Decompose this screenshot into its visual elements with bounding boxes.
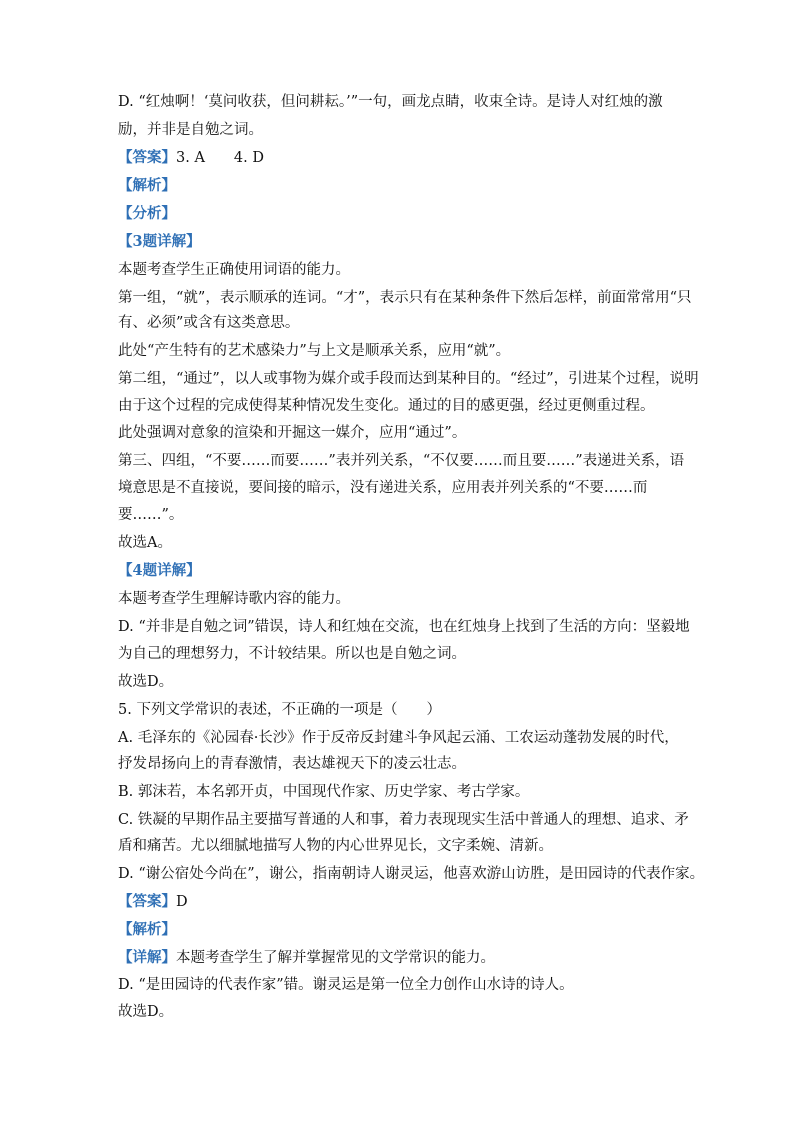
text-line: 为自己的理想努力，不计较结果。所以也是自勉之词。 — [118, 646, 466, 662]
analysis-heading: 【解析】 — [118, 921, 176, 938]
detail-tag: 【详解】 — [118, 949, 176, 966]
q4-detail-heading: 【4题详解】 — [118, 562, 201, 579]
analysis-heading: 【解析】 — [118, 177, 176, 194]
text-line: 要……”。 — [118, 507, 184, 523]
text-line: D. “是田园诗的代表作家”错。谢灵运是第一位全力创作山水诗的诗人。 — [118, 977, 574, 993]
answer-tag: 【答案】 — [118, 893, 176, 910]
detail-text: 本题考查学生了解并掌握常见的文学常识的能力。 — [176, 950, 495, 966]
text-line: 境意思是不直接说，要间接的暗示，没有递进关系，应用表并列关系的“不要……而 — [118, 480, 648, 496]
text-line: 励，并非是自勉之词。 — [118, 122, 263, 138]
text-line: D. “并非是自勉之词”错误，诗人和红烛在交流，也在红烛身上找到了生活的方向：坚毅地 — [118, 619, 690, 635]
answer-line — [118, 892, 188, 912]
question-5: 5. 下列文学常识的表述，不正确的一项是（ ） — [118, 702, 441, 718]
text-line: 此处强调对意象的渲染和开掘这一媒介，应用“通过”。 — [118, 425, 467, 441]
answer-text: 3. A 4. D — [176, 150, 264, 166]
text-line: 第二组，“通过”，以人或事物为媒介或手段而达到某种目的。“经过”，引进某个过程，说明 — [118, 371, 699, 387]
answer-tag: 【答案】 — [118, 149, 176, 166]
text-line: 第三、四组，“不要……而要……”表并列关系，“不仅要……而且要……”表递进关系，语 — [118, 453, 685, 469]
text-line: 此处“产生特有的艺术感染力”与上文是顺承关系，应用“就”。 — [118, 343, 511, 359]
option-c: C. 铁凝的早期作品主要描写普通的人和事，着力表现现实生活中普通人的理想、追求、矛 — [118, 812, 689, 828]
text-line: 故选D。 — [118, 1004, 174, 1020]
text-line: 故选A。 — [118, 535, 172, 551]
text-line: D. “红烛啊！‘莫问收获，但问耕耘。’”一句，画龙点睛，收束全诗。是诗人对红烛的激 — [118, 94, 663, 110]
text-line: 有、必须”或含有这类意思。 — [118, 315, 300, 331]
text-line: 本题考查学生理解诗歌内容的能力。 — [118, 591, 350, 607]
option-d: D. “谢公宿处今尚在”，谢公，指南朝诗人谢灵运，他喜欢游山访胜，是田园诗的代表作家。 — [118, 866, 705, 882]
option-b: B. 郭沫若，本名郭开贞，中国现代作家、历史学家、考古学家。 — [118, 784, 530, 800]
analysis-subheading: 【分析】 — [118, 205, 176, 222]
q3-detail-heading: 【3题详解】 — [118, 233, 201, 250]
option-c-cont: 盾和痛苦。尤以细腻地描写人物的内心世界见长，文字柔婉、清新。 — [118, 838, 553, 854]
option-a: A. 毛泽东的《沁园春·长沙》作于反帝反封建斗争风起云涌、工农运动蓬勃发展的时代， — [118, 730, 679, 746]
answer-line — [118, 148, 264, 168]
answer-text: D — [176, 894, 188, 910]
text-line: 故选D。 — [118, 674, 174, 690]
text-line: 本题考查学生正确使用词语的能力。 — [118, 262, 350, 278]
detail-line — [118, 948, 495, 968]
option-a-cont: 抒发昂扬向上的青春激情，表达雄视天下的凌云壮志。 — [118, 756, 466, 772]
text-line: 第一组，“就”，表示顺承的连词。“才”，表示只有在某种条件下然后怎样，前面常常用“只 — [118, 290, 692, 306]
text-line: 由于这个过程的完成使得某种情况发生变化。通过的目的感更强，经过更侧重过程。 — [118, 398, 655, 414]
